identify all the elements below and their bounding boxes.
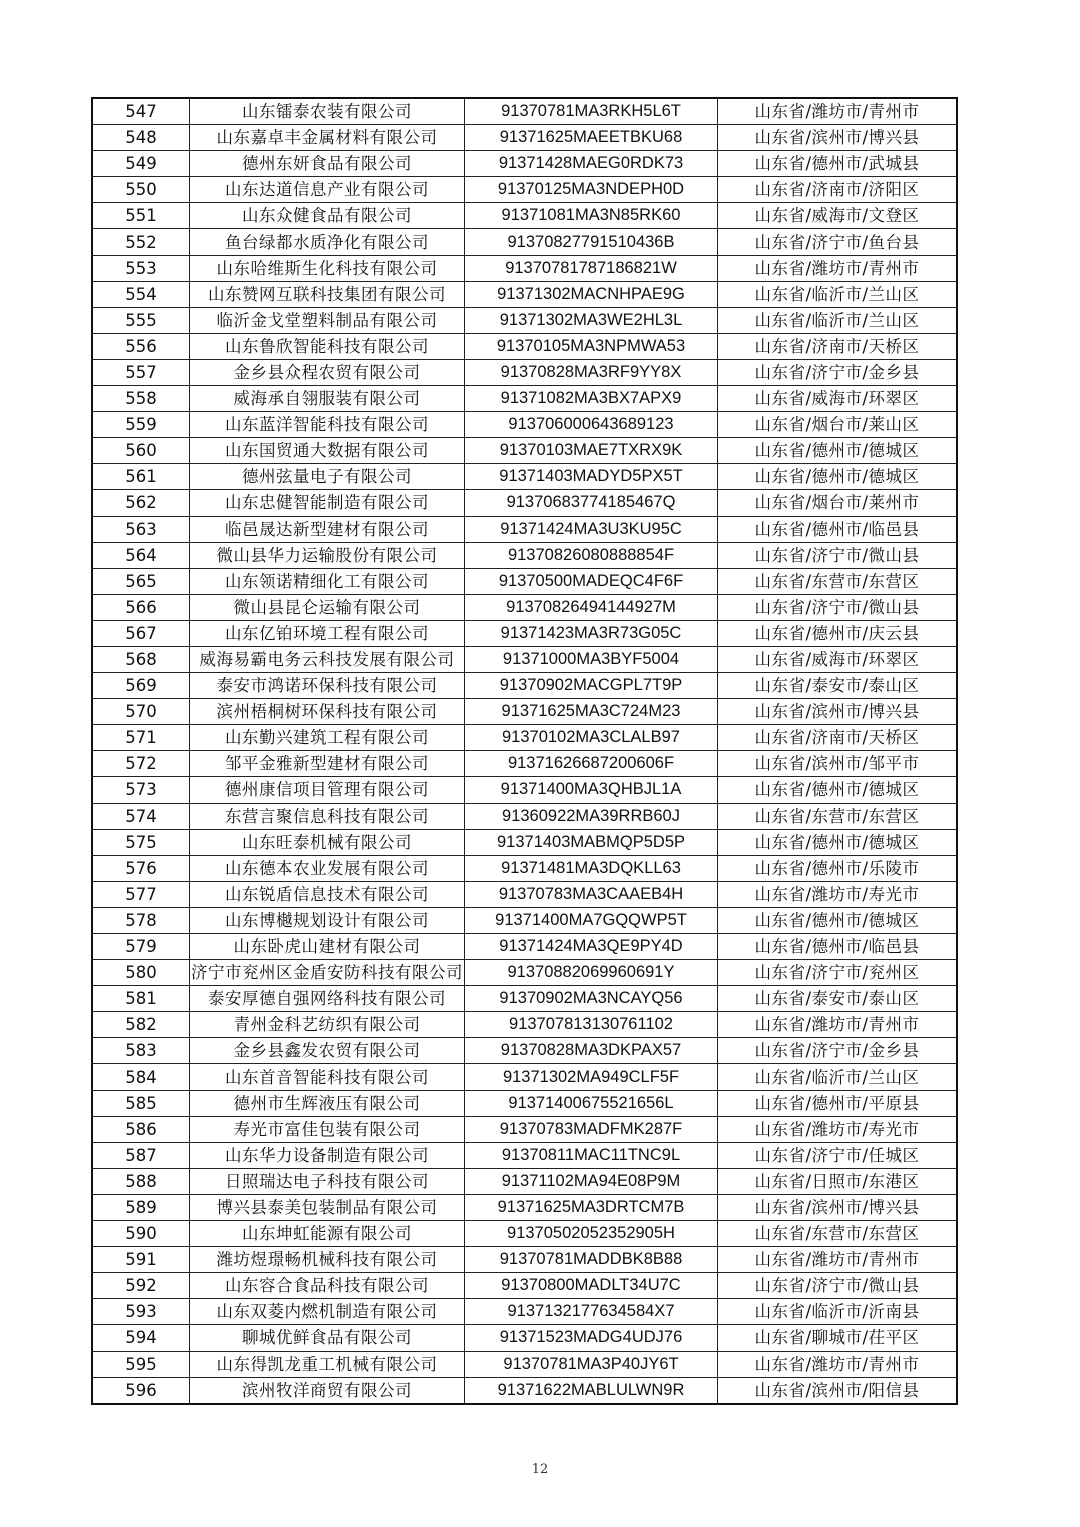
region-cell: 山东省/烟台市/莱州市 [718, 490, 958, 516]
company-name-cell: 潍坊煜璟畅机械科技有限公司 [190, 1247, 465, 1273]
company-name-cell: 山东卧虎山建材有限公司 [190, 934, 465, 960]
credit-code-cell: 91370783MA3CAAEB4H [465, 881, 718, 907]
table-row [92, 333, 957, 359]
region-cell: 山东省/济宁市/微山县 [718, 594, 958, 620]
table-row [92, 1142, 957, 1168]
credit-code-cell: 91370826494144927M [465, 594, 718, 620]
region-cell: 山东省/济南市/天桥区 [718, 725, 958, 751]
row-number-cell: 573 [92, 777, 190, 803]
region-cell: 山东省/日照市/东港区 [718, 1168, 958, 1194]
company-name-cell: 山东勤兴建筑工程有限公司 [190, 725, 465, 751]
region-cell: 山东省/滨州市/阳信县 [718, 1377, 958, 1404]
company-name-cell: 威海承自翎服装有限公司 [190, 386, 465, 412]
region-cell: 山东省/东营市/东营区 [718, 568, 958, 594]
company-name-cell: 山东嘉卓丰金属材料有限公司 [190, 125, 465, 151]
company-name-cell: 山东旺泰机械有限公司 [190, 829, 465, 855]
credit-code-cell: 91371000MA3BYF5004 [465, 646, 718, 672]
credit-code-cell: 91370902MA3NCAYQ56 [465, 986, 718, 1012]
table-row [92, 1247, 957, 1273]
credit-code-cell: 91370781MADDBK8B88 [465, 1247, 718, 1273]
company-name-cell: 微山县华力运输股份有限公司 [190, 542, 465, 568]
region-cell: 山东省/威海市/文登区 [718, 203, 958, 229]
credit-code-cell: 91370800MADLT34U7C [465, 1273, 718, 1299]
row-number-cell: 569 [92, 673, 190, 699]
company-name-cell: 日照瑞达电子科技有限公司 [190, 1168, 465, 1194]
region-cell: 山东省/济南市/天桥区 [718, 333, 958, 359]
table-row [92, 881, 957, 907]
company-name-cell: 山东领诺精细化工有限公司 [190, 568, 465, 594]
row-number-cell: 584 [92, 1064, 190, 1090]
row-number-cell: 583 [92, 1038, 190, 1064]
credit-code-cell: 91360922MA39RRB60J [465, 803, 718, 829]
row-number-cell: 549 [92, 151, 190, 177]
region-cell: 山东省/威海市/环翠区 [718, 646, 958, 672]
page-number: 12 [531, 1462, 549, 1477]
credit-code-cell: 91371102MA94E08P9M [465, 1168, 718, 1194]
row-number-cell: 585 [92, 1090, 190, 1116]
region-cell: 山东省/潍坊市/寿光市 [718, 1116, 958, 1142]
table-row [92, 568, 957, 594]
region-cell: 山东省/滨州市/邹平市 [718, 751, 958, 777]
company-name-cell: 山东众健食品有限公司 [190, 203, 465, 229]
region-cell: 山东省/潍坊市/青州市 [718, 98, 958, 125]
company-name-cell: 临邑晟达新型建材有限公司 [190, 516, 465, 542]
credit-code-cell: 91371523MADG4UDJ76 [465, 1325, 718, 1351]
row-number-cell: 551 [92, 203, 190, 229]
company-name-cell: 德州康信项目管理有限公司 [190, 777, 465, 803]
company-name-cell: 山东坤虹能源有限公司 [190, 1221, 465, 1247]
row-number-cell: 577 [92, 881, 190, 907]
region-cell: 山东省/德州市/德城区 [718, 829, 958, 855]
company-name-cell: 山东容合食品科技有限公司 [190, 1273, 465, 1299]
table-row [92, 803, 957, 829]
credit-code-cell: 91370882069960691Y [465, 960, 718, 986]
table-row [92, 646, 957, 672]
credit-code-cell: 91370811MAC11TNC9L [465, 1142, 718, 1168]
credit-code-cell: 91370826080888854F [465, 542, 718, 568]
table-row [92, 960, 957, 986]
table-row [92, 673, 957, 699]
row-number-cell: 560 [92, 438, 190, 464]
row-number-cell: 552 [92, 229, 190, 255]
region-cell: 山东省/滨州市/博兴县 [718, 1194, 958, 1220]
table-row [92, 151, 957, 177]
table-row [92, 1325, 957, 1351]
row-number-cell: 587 [92, 1142, 190, 1168]
credit-code-cell: 91371082MA3BX7APX9 [465, 386, 718, 412]
row-number-cell: 548 [92, 125, 190, 151]
row-number-cell: 566 [92, 594, 190, 620]
region-cell: 山东省/潍坊市/青州市 [718, 1247, 958, 1273]
company-name-cell: 临沂金戈堂塑料制品有限公司 [190, 307, 465, 333]
table-row [92, 1090, 957, 1116]
table-row [92, 751, 957, 777]
region-cell: 山东省/聊城市/茌平区 [718, 1325, 958, 1351]
table-row [92, 516, 957, 542]
region-cell: 山东省/临沂市/兰山区 [718, 1064, 958, 1090]
table-row [92, 229, 957, 255]
region-cell: 山东省/威海市/环翠区 [718, 386, 958, 412]
region-cell: 山东省/潍坊市/青州市 [718, 1012, 958, 1038]
table-row [92, 1221, 957, 1247]
credit-code-cell: 91370103MAE7TXRX9K [465, 438, 718, 464]
credit-code-cell: 913706000643689123 [465, 412, 718, 438]
region-cell: 山东省/济宁市/兖州区 [718, 960, 958, 986]
row-number-cell: 582 [92, 1012, 190, 1038]
table-row [92, 125, 957, 151]
row-number-cell: 567 [92, 620, 190, 646]
company-name-cell: 山东锐盾信息技术有限公司 [190, 881, 465, 907]
credit-code-cell: 91371403MADYD5PX5T [465, 464, 718, 490]
table-row [92, 1038, 957, 1064]
company-name-cell: 金乡县众程农贸有限公司 [190, 359, 465, 385]
table-row [92, 725, 957, 751]
region-cell: 山东省/泰安市/泰山区 [718, 986, 958, 1012]
credit-code-cell: 91371424MA3U3KU95C [465, 516, 718, 542]
company-name-cell: 金乡县鑫发农贸有限公司 [190, 1038, 465, 1064]
company-name-cell: 滨州梧桐树环保科技有限公司 [190, 699, 465, 725]
credit-code-cell: 91371400MA3QHBJL1A [465, 777, 718, 803]
row-number-cell: 596 [92, 1377, 190, 1404]
company-name-cell: 山东鲁欣智能科技有限公司 [190, 333, 465, 359]
table-row [92, 907, 957, 933]
credit-code-cell: 91370102MA3CLALB97 [465, 725, 718, 751]
credit-code-cell: 91371403MABMQP5D5P [465, 829, 718, 855]
table-row [92, 98, 957, 125]
company-name-cell: 山东镭泰农装有限公司 [190, 98, 465, 125]
table-row [92, 777, 957, 803]
region-cell: 山东省/临沂市/兰山区 [718, 281, 958, 307]
company-name-cell: 德州弦量电子有限公司 [190, 464, 465, 490]
region-cell: 山东省/济宁市/微山县 [718, 542, 958, 568]
table-row [92, 177, 957, 203]
company-name-cell: 山东博樾规划设计有限公司 [190, 907, 465, 933]
credit-code-cell: 91370105MA3NPMWA53 [465, 333, 718, 359]
company-name-cell: 微山县昆仑运输有限公司 [190, 594, 465, 620]
table-row [92, 1299, 957, 1325]
company-name-cell: 山东蓝洋智能科技有限公司 [190, 412, 465, 438]
credit-code-cell: 91371400MA7GQQWP5T [465, 907, 718, 933]
credit-code-cell: 91370827791510436B [465, 229, 718, 255]
region-cell: 山东省/滨州市/博兴县 [718, 699, 958, 725]
credit-code-cell: 91371481MA3DQKLL63 [465, 855, 718, 881]
row-number-cell: 563 [92, 516, 190, 542]
credit-code-cell: 91371302MA3WE2HL3L [465, 307, 718, 333]
table-row [92, 829, 957, 855]
region-cell: 山东省/济宁市/金乡县 [718, 359, 958, 385]
row-number-cell: 590 [92, 1221, 190, 1247]
region-cell: 山东省/临沂市/沂南县 [718, 1299, 958, 1325]
table-row [92, 620, 957, 646]
row-number-cell: 575 [92, 829, 190, 855]
row-number-cell: 592 [92, 1273, 190, 1299]
region-cell: 山东省/烟台市/莱山区 [718, 412, 958, 438]
company-name-cell: 邹平金雅新型建材有限公司 [190, 751, 465, 777]
row-number-cell: 576 [92, 855, 190, 881]
region-cell: 山东省/德州市/临邑县 [718, 516, 958, 542]
table-row [92, 699, 957, 725]
table-row [92, 1064, 957, 1090]
credit-code-cell: 91370500MADEQC4F6F [465, 568, 718, 594]
region-cell: 山东省/济南市/济阳区 [718, 177, 958, 203]
credit-code-cell: 91370683774185467Q [465, 490, 718, 516]
credit-code-cell: 9137132177634584X7 [465, 1299, 718, 1325]
row-number-cell: 553 [92, 255, 190, 281]
region-cell: 山东省/德州市/德城区 [718, 464, 958, 490]
table-row [92, 1168, 957, 1194]
table-row [92, 490, 957, 516]
region-cell: 山东省/潍坊市/青州市 [718, 255, 958, 281]
table-row [92, 986, 957, 1012]
row-number-cell: 556 [92, 333, 190, 359]
row-number-cell: 559 [92, 412, 190, 438]
company-name-cell: 山东国贸通大数据有限公司 [190, 438, 465, 464]
region-cell: 山东省/潍坊市/寿光市 [718, 881, 958, 907]
row-number-cell: 588 [92, 1168, 190, 1194]
table-row [92, 464, 957, 490]
table-row [92, 1116, 957, 1142]
company-name-cell: 泰安厚德自强网络科技有限公司 [190, 986, 465, 1012]
credit-code-cell: 91371424MA3QE9PY4D [465, 934, 718, 960]
company-name-cell: 山东首音智能科技有限公司 [190, 1064, 465, 1090]
region-cell: 山东省/德州市/临邑县 [718, 934, 958, 960]
credit-code-cell: 91371423MA3R73G05C [465, 620, 718, 646]
table-row [92, 1194, 957, 1220]
region-cell: 山东省/临沂市/兰山区 [718, 307, 958, 333]
table-row [92, 412, 957, 438]
region-cell: 山东省/济宁市/金乡县 [718, 1038, 958, 1064]
table-row [92, 1377, 957, 1404]
company-name-cell: 山东德本农业发展有限公司 [190, 855, 465, 881]
credit-code-cell: 91370902MACGPL7T9P [465, 673, 718, 699]
row-number-cell: 578 [92, 907, 190, 933]
region-cell: 山东省/济宁市/任城区 [718, 1142, 958, 1168]
table-row [92, 1012, 957, 1038]
table-row [92, 281, 957, 307]
company-name-cell: 山东忠健智能制造有限公司 [190, 490, 465, 516]
row-number-cell: 574 [92, 803, 190, 829]
row-number-cell: 589 [92, 1194, 190, 1220]
company-name-cell: 德州市生辉液压有限公司 [190, 1090, 465, 1116]
company-name-cell: 山东亿铂环境工程有限公司 [190, 620, 465, 646]
region-cell: 山东省/济宁市/微山县 [718, 1273, 958, 1299]
row-number-cell: 564 [92, 542, 190, 568]
company-name-cell: 东营言聚信息科技有限公司 [190, 803, 465, 829]
credit-code-cell: 913707813130761102 [465, 1012, 718, 1038]
credit-code-cell: 91371622MABLULWN9R [465, 1377, 718, 1404]
region-cell: 山东省/东营市/东营区 [718, 803, 958, 829]
row-number-cell: 571 [92, 725, 190, 751]
row-number-cell: 594 [92, 1325, 190, 1351]
row-number-cell: 550 [92, 177, 190, 203]
table-row [92, 359, 957, 385]
company-name-cell: 山东赞网互联科技集团有限公司 [190, 281, 465, 307]
row-number-cell: 593 [92, 1299, 190, 1325]
credit-code-cell: 91370781787186821W [465, 255, 718, 281]
region-cell: 山东省/德州市/武城县 [718, 151, 958, 177]
credit-code-cell: 91370828MA3DKPAX57 [465, 1038, 718, 1064]
row-number-cell: 570 [92, 699, 190, 725]
company-registry-table [91, 97, 958, 1405]
company-name-cell: 寿光市富佳包装有限公司 [190, 1116, 465, 1142]
company-name-cell: 德州东妍食品有限公司 [190, 151, 465, 177]
table-row [92, 255, 957, 281]
registry-table-body [92, 98, 957, 1404]
company-name-cell: 山东华力设备制造有限公司 [190, 1142, 465, 1168]
region-cell: 山东省/德州市/德城区 [718, 907, 958, 933]
row-number-cell: 579 [92, 934, 190, 960]
credit-code-cell: 91370502052352905H [465, 1221, 718, 1247]
company-name-cell: 山东双菱内燃机制造有限公司 [190, 1299, 465, 1325]
credit-code-cell: 91370781MA3RKH5L6T [465, 98, 718, 125]
row-number-cell: 572 [92, 751, 190, 777]
company-name-cell: 滨州牧洋商贸有限公司 [190, 1377, 465, 1404]
credit-code-cell: 91370783MADFMK287F [465, 1116, 718, 1142]
table-row [92, 307, 957, 333]
company-name-cell: 鱼台绿都水质净化有限公司 [190, 229, 465, 255]
row-number-cell: 568 [92, 646, 190, 672]
row-number-cell: 547 [92, 98, 190, 125]
credit-code-cell: 91371625MAEETBKU68 [465, 125, 718, 151]
table-row [92, 386, 957, 412]
credit-code-cell: 91370828MA3RF9YY8X [465, 359, 718, 385]
credit-code-cell: 91371625MA3DRTCM7B [465, 1194, 718, 1220]
table-row [92, 855, 957, 881]
row-number-cell: 554 [92, 281, 190, 307]
table-row [92, 438, 957, 464]
row-number-cell: 558 [92, 386, 190, 412]
company-name-cell: 山东哈维斯生化科技有限公司 [190, 255, 465, 281]
region-cell: 山东省/德州市/德城区 [718, 438, 958, 464]
table-row [92, 1351, 957, 1377]
credit-code-cell: 91371081MA3N85RK60 [465, 203, 718, 229]
credit-code-cell: 91371400675521656L [465, 1090, 718, 1116]
table-row [92, 934, 957, 960]
company-name-cell: 泰安市鸿诺环保科技有限公司 [190, 673, 465, 699]
row-number-cell: 581 [92, 986, 190, 1012]
row-number-cell: 561 [92, 464, 190, 490]
row-number-cell: 586 [92, 1116, 190, 1142]
region-cell: 山东省/德州市/德城区 [718, 777, 958, 803]
table-row [92, 1273, 957, 1299]
table-row [92, 594, 957, 620]
region-cell: 山东省/潍坊市/青州市 [718, 1351, 958, 1377]
table-row [92, 203, 957, 229]
row-number-cell: 557 [92, 359, 190, 385]
credit-code-cell: 91370125MA3NDEPH0D [465, 177, 718, 203]
region-cell: 山东省/东营市/东营区 [718, 1221, 958, 1247]
row-number-cell: 555 [92, 307, 190, 333]
credit-code-cell: 91371428MAEG0RDK73 [465, 151, 718, 177]
credit-code-cell: 91371625MA3C724M23 [465, 699, 718, 725]
region-cell: 山东省/德州市/庆云县 [718, 620, 958, 646]
credit-code-cell: 91371302MACNHPAE9G [465, 281, 718, 307]
region-cell: 山东省/德州市/平原县 [718, 1090, 958, 1116]
region-cell: 山东省/德州市/乐陵市 [718, 855, 958, 881]
row-number-cell: 565 [92, 568, 190, 594]
region-cell: 山东省/滨州市/博兴县 [718, 125, 958, 151]
row-number-cell: 591 [92, 1247, 190, 1273]
company-name-cell: 聊城优鲜食品有限公司 [190, 1325, 465, 1351]
company-name-cell: 博兴县泰美包装制品有限公司 [190, 1194, 465, 1220]
region-cell: 山东省/济宁市/鱼台县 [718, 229, 958, 255]
company-name-cell: 山东得凯龙重工机械有限公司 [190, 1351, 465, 1377]
company-name-cell: 济宁市兖州区金盾安防科技有限公司 [190, 960, 465, 986]
credit-code-cell: 91371302MA949CLF5F [465, 1064, 718, 1090]
table-row [92, 542, 957, 568]
company-name-cell: 山东达道信息产业有限公司 [190, 177, 465, 203]
row-number-cell: 595 [92, 1351, 190, 1377]
credit-code-cell: 91371626687200606F [465, 751, 718, 777]
row-number-cell: 580 [92, 960, 190, 986]
row-number-cell: 562 [92, 490, 190, 516]
region-cell: 山东省/泰安市/泰山区 [718, 673, 958, 699]
credit-code-cell: 91370781MA3P40JY6T [465, 1351, 718, 1377]
company-name-cell: 威海易霸电务云科技发展有限公司 [190, 646, 465, 672]
company-name-cell: 青州金科艺纺织有限公司 [190, 1012, 465, 1038]
